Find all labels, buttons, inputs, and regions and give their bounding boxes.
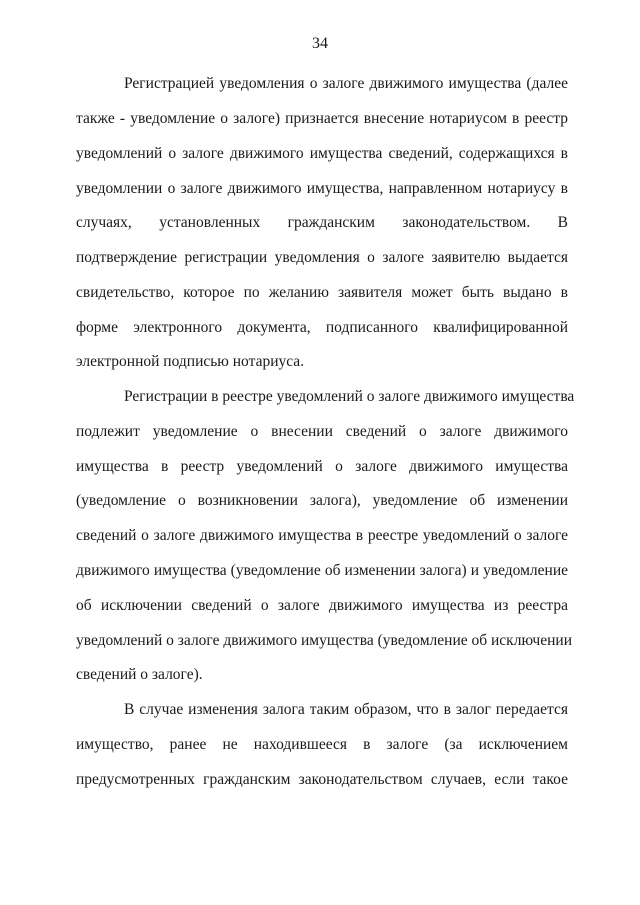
paragraph-1-line-2: также - уведомление о залоге) признается внесение нотариусом в реестр — [76, 110, 568, 127]
paragraph-3-line-3: предусмотренных гражданским законодательством случаев, если такое — [76, 771, 568, 788]
paragraph-1-line-4: уведомлении о залоге движимого имущества, направленном нотариусу в — [76, 180, 568, 197]
paragraph-1-line-8: форме электронного документа, подписанного квалифицированной — [76, 319, 568, 336]
paragraph-2-line-2: подлежит уведомление о внесении сведений о залоге движимого — [76, 423, 568, 440]
paragraph-3-line-1: В случае изменения залога таким образом, что в залог передается — [124, 701, 568, 718]
paragraph-2-line-9: сведений о залоге). — [76, 666, 203, 683]
paragraph-2-line-5: сведений о залоге движимого имущества в реестре уведомлений о залоге — [76, 527, 568, 544]
paragraph-1-line-1: Регистрацией уведомления о залоге движимого имущества (далее — [124, 75, 568, 92]
paragraph-2-line-7: об исключении сведений о залоге движимого имущества из реестра — [76, 597, 568, 614]
paragraph-2-line-1: Регистрации в реестре уведомлений о залоге движимого имущества — [124, 388, 575, 405]
page-number: 34 — [312, 35, 328, 52]
paragraph-3-line-2: имущество, ранее не находившееся в залоге (за исключением — [76, 736, 568, 753]
paragraph-1-line-6: подтверждение регистрации уведомления о залоге заявителю выдается — [76, 249, 568, 266]
paragraph-2-line-4: (уведомление о возникновении залога), уведомление об изменении — [76, 492, 568, 509]
paragraph-1-line-7: свидетельство, которое по желанию заявителя может быть выдано в — [76, 284, 568, 301]
paragraph-2-line-8: уведомлений о залоге движимого имущества (уведомление об исключении — [76, 632, 572, 649]
paragraph-2-line-6: движимого имущества (уведомление об изменении залога) и уведомление — [76, 562, 568, 579]
paragraph-1-line-9: электронной подписью нотариуса. — [76, 353, 305, 370]
paragraph-2-line-3: имущества в реестр уведомлений о залоге движимого имущества — [76, 458, 568, 475]
paragraph-1-line-5: случаях, установленных гражданским законодательством. В — [76, 214, 568, 231]
paragraph-1-line-3: уведомлений о залоге движимого имущества сведений, содержащихся в — [76, 145, 568, 162]
